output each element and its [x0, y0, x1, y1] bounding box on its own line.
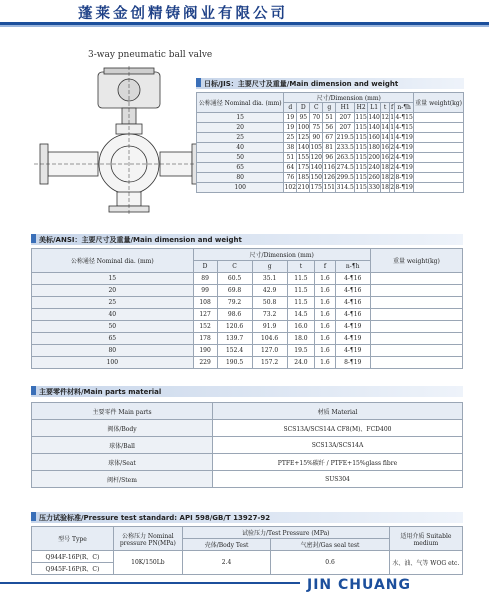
table-cell: 120 — [310, 154, 322, 161]
table-row — [32, 345, 463, 357]
table-row — [32, 454, 463, 471]
pressure-type-header: 型号 Type — [32, 527, 114, 551]
table-cell: 25 — [197, 133, 284, 143]
table-row — [32, 437, 463, 454]
jis-weight-header: 重量 weight(kg) — [414, 93, 464, 113]
jis-dimension-header: 尺寸/Dimension (mm) — [284, 93, 414, 103]
table-cell: 240 — [368, 164, 380, 171]
table-row — [32, 285, 463, 297]
table-cell: 40 — [32, 309, 194, 321]
table-cell: 140 — [297, 144, 310, 151]
material-name: PTFE+15%碳纤 / PTFE+15%glass fibre — [213, 454, 463, 471]
table-cell: 4-¶15 — [395, 124, 413, 131]
table-row — [32, 333, 463, 345]
jis-col-header: g — [323, 103, 336, 113]
table-cell: 4-¶19 — [395, 164, 413, 171]
weight-cell — [414, 183, 464, 193]
table-cell: 15 — [32, 273, 194, 285]
table-cell: 20 — [32, 285, 194, 297]
table-cell: 260 — [368, 174, 380, 181]
table-cell: 4-¶19 — [335, 321, 370, 333]
table-cell: 11.5 — [287, 273, 315, 285]
ansi-col-header: D — [193, 261, 217, 273]
weight-cell — [370, 285, 462, 297]
table-cell: 155 — [297, 154, 310, 161]
table-cell: 25 — [284, 133, 297, 143]
table-cell: 56 — [323, 123, 336, 133]
table-cell: 11.5 — [287, 297, 315, 309]
table-cell: 2 — [390, 154, 395, 161]
table-cell: 175 — [310, 184, 322, 191]
table-cell: 73.2 — [252, 309, 287, 321]
jis-table — [196, 92, 464, 193]
table-cell: 14 — [381, 124, 389, 131]
weight-cell — [370, 333, 462, 345]
table-cell: 15 — [197, 113, 284, 123]
table-row — [197, 153, 464, 163]
table-cell: 207 — [336, 113, 355, 123]
materials-table — [31, 402, 463, 488]
ansi-weight-header: 重量 weight(kg) — [370, 249, 462, 273]
table-cell: 81 — [323, 143, 336, 153]
table-cell: 4-¶16 — [335, 309, 370, 321]
table-cell: 50 — [32, 321, 194, 333]
table-cell: 125 — [297, 134, 310, 141]
materials-table-body — [32, 420, 463, 488]
weight-cell — [414, 163, 464, 173]
table-cell: 152.4 — [217, 345, 252, 357]
material-name: SCS13A/SCS14A — [213, 437, 463, 454]
table-cell: 190.5 — [217, 357, 252, 369]
table-cell: 2 — [390, 174, 395, 181]
table-row — [197, 133, 464, 143]
table-row — [32, 471, 463, 488]
table-cell: 115 — [355, 164, 367, 171]
pressure-seal-value: 0.6 — [271, 551, 389, 575]
table-cell: 19 — [284, 113, 297, 123]
table-cell: 140 — [368, 124, 380, 131]
jis-heading: 日标/JIS：主要尺寸及重量/Main dimension and weight — [196, 78, 464, 89]
table-cell: 1.6 — [315, 321, 335, 333]
table-cell: 8-¶19 — [395, 174, 413, 181]
table-cell: 1 — [390, 114, 395, 121]
table-cell: 69.8 — [217, 285, 252, 297]
table-cell: 70 — [310, 113, 323, 123]
table-cell: 151 — [323, 184, 335, 191]
table-cell: 100 — [32, 357, 194, 369]
table-cell: 50 — [197, 153, 284, 163]
table-cell: 4-¶16 — [335, 273, 370, 285]
ansi-table-body — [32, 273, 463, 369]
ansi-nominal-header: 公称通径 Nominal dia. (mm) — [32, 249, 194, 273]
table-cell: 1.6 — [315, 285, 335, 297]
table-row — [197, 113, 464, 123]
table-cell: 35.1 — [252, 273, 287, 285]
jis-col-header: H2 — [356, 104, 366, 111]
table-cell: 80 — [197, 173, 284, 183]
brand-name: JIN CHUANG — [307, 577, 411, 593]
header-stripe — [0, 25, 489, 27]
table-cell: 4-¶15 — [395, 114, 413, 121]
table-cell: 38 — [284, 143, 297, 153]
table-cell: 65 — [197, 163, 284, 173]
table-cell: 18.0 — [287, 333, 315, 345]
part-name: 阀体/Body — [32, 420, 213, 437]
table-cell: 2 — [390, 164, 395, 171]
table-cell: 12 — [381, 114, 389, 121]
pressure-seal-header: 气密封/Gas seal test — [271, 539, 389, 551]
table-cell: 100 — [297, 124, 310, 131]
ansi-col-header: f — [315, 261, 335, 273]
pressure-nominal-header: 公称压力 Nominal pressure PN(MPa) — [113, 527, 182, 551]
table-cell: 105 — [310, 144, 322, 151]
table-cell: 1 — [390, 134, 395, 141]
table-cell: 175 — [297, 164, 310, 171]
table-row — [197, 143, 464, 153]
table-cell: 219.5 — [336, 134, 354, 141]
table-row — [32, 420, 463, 437]
table-cell: 4-¶19 — [335, 345, 370, 357]
jis-col-header: L1 — [368, 103, 381, 113]
table-cell: 180 — [368, 144, 380, 151]
table-cell: 1.6 — [315, 357, 335, 369]
table-cell: 14 — [381, 134, 389, 141]
materials-heading: 主要零件材料/Main parts material — [31, 386, 463, 397]
pressure-body-header: 壳体/Body Test — [182, 539, 271, 551]
table-row — [197, 163, 464, 173]
table-cell: 18 — [381, 164, 389, 171]
jis-col-header: t — [381, 103, 390, 113]
table-cell: 115 — [355, 124, 367, 131]
table-cell: 4-¶16 — [335, 285, 370, 297]
table-cell: 178 — [193, 333, 217, 345]
table-cell: 120.6 — [217, 321, 252, 333]
table-cell: 96 — [323, 153, 336, 163]
weight-cell — [370, 273, 462, 285]
table-cell: 2 — [390, 184, 395, 191]
weight-cell — [414, 123, 464, 133]
table-cell: 200 — [368, 154, 380, 161]
table-cell: 8-¶19 — [395, 184, 413, 191]
table-cell: 157.2 — [252, 357, 287, 369]
table-cell: 185 — [297, 174, 310, 181]
table-cell: 1.6 — [315, 333, 335, 345]
ansi-dimension-header: 尺寸/Dimension (mm) — [193, 249, 370, 261]
materials-part-header: 主要零件 Main parts — [32, 403, 213, 420]
table-cell: 80 — [32, 345, 194, 357]
table-cell: 65 — [32, 333, 194, 345]
part-name: 球体/Seat — [32, 454, 213, 471]
weight-cell — [414, 143, 464, 153]
pressure-medium-header: 适用介质 Suitable medium — [389, 527, 462, 551]
table-cell: 115 — [355, 114, 367, 121]
pressure-body-value: 2.4 — [182, 551, 271, 575]
table-cell: 4-¶19 — [395, 144, 413, 151]
table-cell: 79.2 — [217, 297, 252, 309]
table-cell: 1.6 — [315, 297, 335, 309]
ansi-table — [31, 248, 463, 369]
table-cell: 90 — [310, 133, 323, 143]
table-cell: 210 — [297, 184, 310, 191]
weight-cell — [370, 345, 462, 357]
table-cell: 99 — [193, 285, 217, 297]
table-cell: 18 — [381, 184, 389, 191]
table-cell: 20 — [197, 123, 284, 133]
table-cell: 19 — [284, 123, 297, 133]
table-cell: 160 — [368, 134, 380, 141]
table-cell: 190 — [193, 345, 217, 357]
material-name: SCS13A/SCS14A CF8(M)、FCD400 — [213, 420, 463, 437]
weight-cell — [414, 113, 464, 123]
part-name: 阀杆/Stem — [32, 471, 213, 488]
table-cell: 139.7 — [217, 333, 252, 345]
table-cell: 127 — [193, 309, 217, 321]
table-cell: 1 — [390, 124, 395, 131]
ansi-col-header: n-¶h — [335, 261, 370, 273]
table-cell: 4-¶19 — [395, 154, 413, 161]
table-cell: 42.9 — [252, 285, 287, 297]
table-cell: 127.0 — [252, 345, 287, 357]
table-cell: 1.6 — [315, 309, 335, 321]
table-cell: 67 — [323, 133, 336, 143]
table-cell: 4-¶19 — [335, 333, 370, 345]
jis-col-header: d — [284, 103, 297, 113]
table-cell: 102 — [284, 184, 297, 191]
pressure-type-2: Q945F-16P(R、C) — [32, 563, 114, 575]
jis-col-header: D — [297, 103, 310, 113]
table-cell: 16.0 — [287, 321, 315, 333]
table-cell: 274.5 — [336, 164, 354, 171]
table-cell: 11.5 — [287, 285, 315, 297]
pressure-type-1: Q944F-16P(R、C) — [32, 551, 114, 563]
jis-col-header: H1 — [336, 103, 355, 113]
table-cell: 115 — [355, 174, 367, 181]
table-cell: 299.5 — [336, 174, 354, 181]
table-cell: 50.8 — [252, 297, 287, 309]
table-cell: 60.5 — [217, 273, 252, 285]
table-cell: 18 — [381, 174, 389, 181]
footer-bar — [0, 582, 300, 584]
weight-cell — [370, 321, 462, 333]
weight-cell — [370, 297, 462, 309]
pressure-medium-value: 水、油、气等 WOG etc. — [389, 551, 462, 575]
table-cell: 75 — [310, 123, 323, 133]
table-cell: 1.6 — [315, 273, 335, 285]
table-cell: 100 — [197, 183, 284, 193]
table-cell: 76 — [284, 173, 297, 183]
weight-cell — [414, 153, 464, 163]
table-row — [197, 183, 464, 193]
table-cell: 115 — [355, 184, 367, 191]
part-name: 球体/Ball — [32, 437, 213, 454]
jis-col-header: n-¶h — [395, 103, 414, 113]
jis-col-header: C — [310, 103, 323, 113]
ansi-col-header: t — [287, 261, 315, 273]
jis-col-header: f — [390, 104, 394, 111]
table-cell: 152 — [193, 321, 217, 333]
table-cell: 233.5 — [336, 144, 354, 151]
weight-cell — [370, 357, 462, 369]
pressure-test-header: 试验压力/Test Pressure (MPa) — [182, 527, 389, 539]
table-cell: 126 — [323, 174, 335, 181]
table-cell: 16 — [381, 144, 389, 151]
table-cell: 51 — [284, 153, 297, 163]
pressure-heading: 压力试验标准/Pressure test standard: API 598/GB/T 13927-92 — [31, 512, 463, 523]
table-cell: 4-¶16 — [335, 297, 370, 309]
table-cell: 8-¶19 — [335, 357, 370, 369]
table-row — [32, 321, 463, 333]
table-row — [32, 357, 463, 369]
table-row — [32, 297, 463, 309]
table-cell: 314.5 — [336, 184, 354, 191]
company-name: 蓬莱金创精铸阀业有限公司 — [78, 6, 288, 22]
table-cell: 140 — [310, 164, 322, 171]
table-cell: 25 — [32, 297, 194, 309]
table-row — [197, 123, 464, 133]
materials-material-header: 材质 Material — [213, 403, 463, 420]
valve-drawing — [30, 66, 200, 216]
table-cell: 91.9 — [252, 321, 287, 333]
table-cell: 115 — [355, 154, 367, 161]
pressure-nominal-value: 10K/150Lb — [113, 551, 182, 575]
table-cell: 64 — [284, 163, 297, 173]
table-cell: 115 — [355, 144, 367, 151]
ansi-col-header: g — [252, 261, 287, 273]
pressure-table — [31, 526, 463, 575]
ansi-heading: 美标/ANSI：主要尺寸及重量/Main dimension and weight — [31, 234, 463, 245]
table-row — [32, 309, 463, 321]
table-cell: 51 — [323, 113, 336, 123]
ansi-col-header: C — [217, 261, 252, 273]
weight-cell — [370, 309, 462, 321]
table-cell: 24.0 — [287, 357, 315, 369]
table-cell: 95 — [297, 113, 310, 123]
table-cell: 98.6 — [217, 309, 252, 321]
weight-cell — [414, 173, 464, 183]
table-cell: 116 — [323, 164, 335, 171]
table-cell: 16 — [381, 154, 389, 161]
table-cell: 104.6 — [252, 333, 287, 345]
table-cell: 40 — [197, 143, 284, 153]
table-cell: 2 — [390, 144, 395, 151]
table-cell: 108 — [193, 297, 217, 309]
material-name: SUS304 — [213, 471, 463, 488]
product-title: 3-way pneumatic ball valve — [88, 50, 213, 60]
table-cell: 330 — [368, 184, 380, 191]
table-cell: 150 — [310, 174, 322, 181]
table-cell: 263.5 — [336, 154, 354, 161]
table-cell: 207 — [336, 123, 355, 133]
weight-cell — [414, 133, 464, 143]
table-cell: 89 — [193, 273, 217, 285]
jis-nominal-header: 公称通径 Nominal dia. (mm) — [197, 93, 284, 113]
table-cell: 14.5 — [287, 309, 315, 321]
table-cell: 1.6 — [315, 345, 335, 357]
jis-table-body — [197, 113, 464, 193]
table-cell: 115 — [355, 134, 367, 141]
table-cell: 140 — [368, 114, 380, 121]
table-cell: 229 — [193, 357, 217, 369]
table-cell: 4-¶19 — [395, 134, 413, 141]
table-cell: 19.5 — [287, 345, 315, 357]
table-row — [32, 273, 463, 285]
table-row — [197, 173, 464, 183]
